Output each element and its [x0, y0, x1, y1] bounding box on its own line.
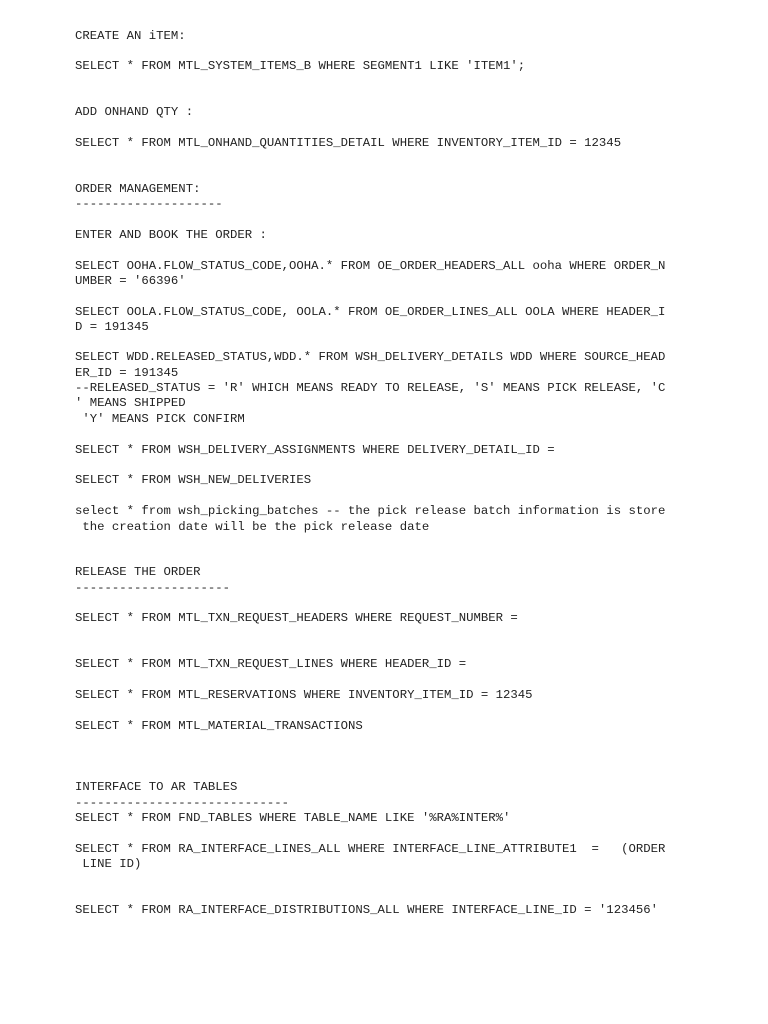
divider-line: --------------------	[75, 197, 223, 211]
sql-fnd-tables: SELECT * FROM FND_TABLES WHERE TABLE_NAME LIKE '%RA%INTER%'	[75, 811, 511, 825]
sql-delivery-details-cont: ER_ID = 191345	[75, 366, 179, 380]
sql-order-headers: SELECT OOHA.FLOW_STATUS_CODE,OOHA.* FROM OE_ORDER_HEADERS_ALL ooha WHERE ORDER_N	[75, 259, 666, 273]
sql-txn-request-lines: SELECT * FROM MTL_TXN_REQUEST_LINES WHERE HEADER_ID =	[75, 657, 467, 671]
sql-order-lines-cont: D = 191345	[75, 320, 149, 334]
sql-picking-batches-cont: the creation date will be the pick release date	[75, 520, 430, 534]
heading-create-item: CREATE AN iTEM:	[75, 29, 186, 43]
sql-onhand-quantities: SELECT * FROM MTL_ONHAND_QUANTITIES_DETAIL WHERE INVENTORY_ITEM_ID = 12345	[75, 136, 622, 150]
comment-released-status-3: 'Y' MEANS PICK CONFIRM	[75, 412, 245, 426]
heading-interface-ar: INTERFACE TO AR TABLES	[75, 780, 238, 794]
divider-line: -----------------------------	[75, 796, 290, 810]
comment-released-status: --RELEASED_STATUS = 'R' WHICH MEANS READY TO RELEASE, 'S' MEANS PICK RELEASE, 'C	[75, 381, 666, 395]
sql-system-items: SELECT * FROM MTL_SYSTEM_ITEMS_B WHERE SEGMENT1 LIKE 'ITEM1';	[75, 59, 526, 73]
sql-order-lines: SELECT OOLA.FLOW_STATUS_CODE, OOLA.* FROM OE_ORDER_LINES_ALL OOLA WHERE HEADER_I	[75, 305, 666, 319]
sql-new-deliveries: SELECT * FROM WSH_NEW_DELIVERIES	[75, 473, 312, 487]
sql-interface-lines-cont: LINE ID)	[75, 857, 142, 871]
sql-reservations: SELECT * FROM MTL_RESERVATIONS WHERE INVENTORY_ITEM_ID = 12345	[75, 688, 533, 702]
sql-interface-distributions: SELECT * FROM RA_INTERFACE_DISTRIBUTIONS_ALL WHERE INTERFACE_LINE_ID = '123456'	[75, 903, 658, 917]
heading-release-order: RELEASE THE ORDER	[75, 565, 201, 579]
heading-add-onhand-qty: ADD ONHAND QTY :	[75, 105, 194, 119]
sql-txn-request-headers: SELECT * FROM MTL_TXN_REQUEST_HEADERS WHERE REQUEST_NUMBER =	[75, 611, 518, 625]
divider-line: ---------------------	[75, 581, 230, 595]
sql-picking-batches: select * from wsh_picking_batches -- the pick release batch information is store	[75, 504, 666, 518]
comment-released-status-2: ' MEANS SHIPPED	[75, 396, 186, 410]
heading-enter-book-order: ENTER AND BOOK THE ORDER :	[75, 228, 267, 242]
sql-material-transactions: SELECT * FROM MTL_MATERIAL_TRANSACTIONS	[75, 719, 363, 733]
sql-delivery-details: SELECT WDD.RELEASED_STATUS,WDD.* FROM WSH_DELIVERY_DETAILS WDD WHERE SOURCE_HEAD	[75, 350, 666, 364]
sql-interface-lines: SELECT * FROM RA_INTERFACE_LINES_ALL WHERE INTERFACE_LINE_ATTRIBUTE1 = (ORDER	[75, 842, 666, 856]
sql-delivery-assignments: SELECT * FROM WSH_DELIVERY_ASSIGNMENTS WHERE DELIVERY_DETAIL_ID =	[75, 443, 555, 457]
sql-order-headers-cont: UMBER = '66396'	[75, 274, 186, 288]
heading-order-management: ORDER MANAGEMENT:	[75, 182, 201, 196]
